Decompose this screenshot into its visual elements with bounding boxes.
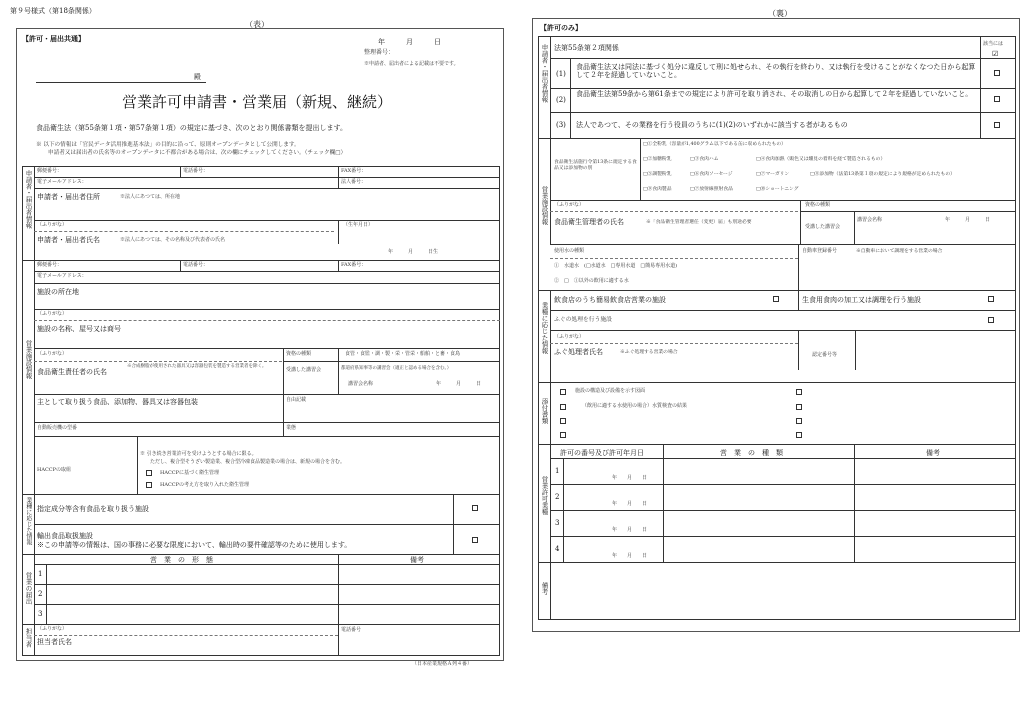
law-side-label: 申請者・届出者情報 bbox=[540, 44, 549, 103]
hygiene-side-label: 営業施設情報 bbox=[540, 186, 549, 225]
rule bbox=[180, 260, 181, 271]
front-section-label: 【許可・届出共通】 bbox=[22, 34, 85, 43]
remarks-side-label: 備考 bbox=[540, 582, 549, 595]
applicant-address[interactable]: 申請者・届出者住所 bbox=[37, 193, 100, 201]
qualification-type: 資格の種類 bbox=[286, 351, 312, 357]
rule bbox=[338, 260, 339, 271]
rule bbox=[34, 635, 338, 636]
law-row-2-checkbox[interactable] bbox=[994, 96, 1000, 102]
applicant-postal[interactable]: 郵便番号： bbox=[37, 168, 63, 174]
facility-fax[interactable]: FAX番号： bbox=[341, 262, 367, 268]
facility-side-label: 営業施設情報 bbox=[24, 340, 33, 379]
hygiene-manager-name[interactable]: 食品衛生管理者の氏名 bbox=[554, 218, 624, 226]
haccp-option-1-checkbox[interactable] bbox=[146, 470, 152, 476]
rule bbox=[550, 88, 1016, 89]
vending-model[interactable]: 自動販売機の型番 bbox=[37, 425, 78, 431]
law-row-1: 食品衛生法又は同法に基づく処分に違反して刑に処せられ、その執行を終わり、又は執行を受けることがなくなつた日から起算して２年を経過していないこと。 bbox=[576, 63, 976, 80]
rule bbox=[22, 624, 500, 625]
export-note: ※この申請等の情報は、国の事務に必要な限度において、輸出時の要件確認等のために使用します。 bbox=[37, 541, 352, 549]
haccp-option-2-checkbox[interactable] bbox=[146, 482, 152, 488]
hygiene-option-4[interactable]: □④食肉加熱（販色又は燻見の着料を経て製造されるもの） bbox=[756, 157, 886, 162]
rule bbox=[550, 562, 551, 620]
manager-furigana: （ふりがな） bbox=[37, 351, 68, 357]
food-hygiene-manager[interactable]: 食品衛生責任者の氏名 bbox=[37, 368, 107, 376]
fugu-furigana: （ふりがな） bbox=[554, 334, 585, 340]
hygiene-option-10[interactable]: □⑦放射線照射食品 bbox=[690, 187, 733, 192]
facility-name[interactable]: 施設の名称、屋号又は商号 bbox=[37, 325, 121, 333]
vehicle-reg-note: ※自動車において調理をする営業の場合 bbox=[856, 249, 943, 254]
facility-location[interactable]: 施設の所在地 bbox=[37, 288, 79, 296]
hygiene-option-7[interactable]: □⑦マーガリン bbox=[756, 172, 790, 177]
raw-meat-checkbox[interactable] bbox=[988, 296, 994, 302]
rule bbox=[798, 330, 799, 370]
rule bbox=[34, 422, 500, 423]
rule bbox=[34, 188, 500, 189]
attach-7-checkbox[interactable] bbox=[796, 418, 802, 424]
form-title: 営業許可申請書・営業届（新規、継続） bbox=[122, 93, 393, 111]
contact-furigana: （ふりがな） bbox=[37, 626, 68, 632]
free-entry[interactable]: 自由記載 bbox=[286, 397, 307, 403]
haccp-label: HACCPの取組 bbox=[37, 467, 71, 473]
hygiene-manager-note: ※「食品衛生管理者選任（変更）届」も別途必要 bbox=[646, 220, 752, 225]
course-date[interactable]: 年 月 日 bbox=[436, 381, 482, 387]
law-row-2-no: (2) bbox=[556, 96, 566, 104]
addressee-suffix: 殿 bbox=[194, 73, 201, 81]
permit-row-4-date[interactable]: 年 月 日 bbox=[612, 553, 648, 559]
permit-row-1-date[interactable]: 年 月 日 bbox=[612, 475, 648, 481]
rule bbox=[550, 330, 1016, 331]
rule bbox=[538, 138, 1016, 139]
rule bbox=[283, 394, 284, 422]
rule bbox=[22, 494, 500, 495]
facility-divider bbox=[34, 260, 35, 494]
rule bbox=[800, 200, 801, 244]
rule bbox=[550, 510, 1016, 511]
applicant-name-note: ※法人にあつては、その名称及び代表者の氏名 bbox=[120, 237, 226, 243]
rule bbox=[550, 536, 1016, 537]
applicant-phone[interactable]: 電話番号： bbox=[183, 168, 209, 174]
rule bbox=[550, 444, 551, 562]
rule bbox=[980, 36, 981, 138]
rule bbox=[550, 310, 1016, 311]
rule bbox=[34, 524, 500, 525]
attach-6-checkbox[interactable] bbox=[796, 404, 802, 410]
form-number: 第９号様式（第18条関係） bbox=[10, 7, 96, 15]
reg-no-note: ※申請者、届出者による記載は不要です。 bbox=[364, 61, 459, 67]
rule bbox=[798, 290, 799, 310]
hygiene-option-5[interactable]: □⑤調製粉乳 bbox=[643, 172, 672, 177]
rule bbox=[855, 330, 856, 370]
permit-row-2: 2 bbox=[555, 493, 560, 501]
rule bbox=[550, 112, 1016, 113]
export-facility: 輸出食品取扱施設 bbox=[37, 532, 93, 540]
facility-postal[interactable]: 郵便番号： bbox=[37, 262, 63, 268]
haccp-note-2: ただし、複合型そうざい製造業、複合型冷凍食品製造業の場合は、新規の場合を含む。 bbox=[150, 459, 346, 465]
permit-row-3-date[interactable]: 年 月 日 bbox=[612, 527, 648, 533]
applicable-label: 該当には bbox=[983, 41, 1004, 47]
permit-row-4: 4 bbox=[555, 545, 560, 553]
fugu-handler-note: ※ふぐ処理する営業の場合 bbox=[620, 350, 678, 355]
applicant-furigana: （ふりがな） bbox=[37, 222, 68, 228]
applicable-check-icon: ☑ bbox=[992, 50, 999, 58]
back-side-label: （裏） bbox=[768, 9, 792, 18]
rule bbox=[550, 200, 1016, 201]
rule bbox=[338, 348, 339, 394]
rule bbox=[550, 458, 1016, 459]
rule bbox=[550, 343, 798, 344]
applicant-birth-label: （生年月日） bbox=[343, 222, 374, 228]
rule bbox=[854, 444, 855, 562]
permit-row-2-date[interactable]: 年 月 日 bbox=[612, 501, 648, 507]
hygiene-option-11[interactable]: □⑩ショートニング bbox=[756, 187, 799, 192]
rule bbox=[550, 244, 1016, 245]
raw-meat-facility: 生食用食肉の加工又は調理を行う施設 bbox=[802, 296, 921, 304]
rule bbox=[34, 309, 500, 310]
rule bbox=[538, 444, 1016, 445]
permit-side-label: 営業許可業種 bbox=[540, 476, 549, 515]
course-name[interactable]: 講習会名称 bbox=[348, 381, 374, 387]
fugu-facility: ふぐの処理を行う施設 bbox=[554, 317, 612, 323]
rule bbox=[137, 436, 138, 494]
law-header: 法第55条第２項関係 bbox=[554, 44, 619, 52]
contact-side-label: 担当者 bbox=[24, 628, 33, 648]
rule bbox=[34, 348, 500, 349]
fugu-handler-name[interactable]: ふぐ処理者氏名 bbox=[554, 348, 603, 356]
remarks-field[interactable] bbox=[552, 566, 1012, 616]
rule bbox=[538, 290, 1016, 291]
rule bbox=[550, 138, 551, 244]
rule bbox=[283, 348, 284, 394]
addressee-line bbox=[36, 82, 206, 83]
water-type-label: 使用水の種類 bbox=[554, 248, 585, 254]
notify-row-3: 3 bbox=[38, 610, 43, 618]
applicant-divider bbox=[34, 166, 35, 260]
fugu-facility-checkbox[interactable] bbox=[988, 317, 994, 323]
rule bbox=[34, 320, 500, 321]
applicant-address-note: ※法人にあつては、所在地 bbox=[120, 194, 181, 200]
rule bbox=[46, 564, 47, 624]
rule bbox=[34, 220, 500, 221]
hygiene-course-date[interactable]: 年 月 日 bbox=[945, 217, 991, 223]
rule bbox=[34, 283, 500, 284]
hygiene-furigana: （ふりがな） bbox=[554, 202, 585, 208]
hygiene-course: 受講した講習会 bbox=[805, 224, 841, 230]
opendata-note-1: ※ 以下の情報は「官民データ活用推進基本法」の目的に沿って、原則オープンデータとして公開します。 bbox=[36, 142, 300, 148]
business-type[interactable]: 業態 bbox=[286, 425, 297, 431]
attach-5-checkbox[interactable] bbox=[796, 389, 802, 395]
applicant-corp-no[interactable]: 法人番号： bbox=[341, 179, 367, 185]
designated-ingredient-facility: 指定成分等含有食品を取り扱う施設 bbox=[37, 505, 149, 513]
applicant-fax[interactable]: FAX番号： bbox=[341, 168, 367, 174]
front-side-label: （表） bbox=[245, 20, 269, 29]
notify-row-2: 2 bbox=[38, 590, 43, 598]
paper-size-note: （日本産業規格Ａ列４番） bbox=[412, 661, 473, 667]
intro-text: 食品衛生法（第55条第１項・第57条第１項）の規定に基づき、次のとおり関係書類を提出します。 bbox=[36, 124, 347, 132]
permit-row-1: 1 bbox=[555, 467, 560, 475]
hygiene-course-name[interactable]: 講習会名称 bbox=[857, 217, 883, 223]
permit-header-kind: 営 業 の 種 類 bbox=[720, 449, 783, 457]
applicant-birth-date[interactable]: 年 月 日生 bbox=[388, 249, 439, 255]
attach-4-checkbox[interactable] bbox=[560, 432, 566, 438]
rule bbox=[798, 244, 799, 290]
facility-email[interactable]: 電子メールアドレス： bbox=[37, 273, 87, 279]
hygiene-option-9[interactable]: □⑨食肉製品 bbox=[643, 187, 672, 192]
rule bbox=[338, 624, 339, 656]
biz-side-label: 業種に応じた情報 bbox=[540, 302, 549, 354]
rule bbox=[22, 260, 500, 261]
rule bbox=[338, 220, 339, 244]
rule bbox=[22, 554, 500, 555]
attach-water-test: （飲用に適する水使用の場合）水質検査の結果 bbox=[582, 403, 688, 409]
notify-header-note: 備考 bbox=[410, 556, 424, 564]
applicant-name[interactable]: 申請者・届出者氏名 bbox=[37, 236, 100, 244]
rule bbox=[34, 394, 500, 395]
simple-restaurant: 飲食店のうち簡易飲食店営業の施設 bbox=[554, 296, 666, 304]
rule bbox=[34, 564, 500, 565]
hygiene-option-6[interactable]: □⑥食肉ソーセージ bbox=[690, 172, 733, 177]
rule bbox=[338, 166, 339, 188]
hygiene-option-2[interactable]: □②加糖粉乳 bbox=[643, 157, 672, 162]
rule bbox=[550, 36, 551, 138]
simple-restaurant-checkbox[interactable] bbox=[773, 296, 779, 302]
law-row-3-checkbox[interactable] bbox=[994, 122, 1000, 128]
permit-row-3: 3 bbox=[555, 519, 560, 527]
hygiene-product-label: 食品衛生法施行令第13条に規定する食品又は添加物の別 bbox=[554, 160, 637, 171]
rule bbox=[640, 138, 641, 200]
haccp-option-2: HACCPの考え方を取り入れた衛生管理 bbox=[160, 482, 249, 488]
law-row-3-no: (3) bbox=[556, 121, 566, 129]
rule bbox=[34, 436, 500, 437]
rule bbox=[283, 361, 500, 362]
haccp-option-1: HACCPに基づく衛生管理 bbox=[160, 470, 219, 476]
course-label: 受講した講習会 bbox=[286, 367, 322, 373]
rule bbox=[34, 624, 35, 656]
law-row-1-checkbox[interactable] bbox=[994, 70, 1000, 76]
manager-note: ※合成樹脂が使用された器具又は容器包装を製造する営業者を除く。 bbox=[127, 364, 267, 369]
handled-items[interactable]: 主として取り扱う食品、添加物、器具又は容器包装 bbox=[37, 398, 198, 406]
contact-name[interactable]: 担当者氏名 bbox=[37, 638, 72, 646]
rule bbox=[34, 604, 500, 605]
attach-3-checkbox[interactable] bbox=[560, 418, 566, 424]
rule bbox=[283, 422, 284, 436]
rule bbox=[538, 562, 1016, 563]
water-option-1[interactable]: ① 水道水 (□水道水 □専用水道 □簡易専用水道) bbox=[554, 263, 678, 269]
rule bbox=[550, 484, 1016, 485]
law-row-2: 食品衛生法第59条から第61条までの規定により許可を取り消され、その取消しの日から起算して２年を経過していないこと。 bbox=[576, 90, 973, 98]
permit-header-number: 許可の番号及び許可年月日 bbox=[560, 449, 644, 457]
course-note[interactable]: 都道府県知事等の講習会（適正と認める場合を含む。） bbox=[341, 366, 452, 371]
rule bbox=[854, 211, 855, 244]
back-section-label: 【許可のみ】 bbox=[540, 23, 582, 32]
attach-side-label: 添付書類 bbox=[540, 398, 549, 424]
rule bbox=[550, 290, 551, 382]
designated-ingredient-checkbox[interactable] bbox=[472, 505, 478, 511]
qualification-list[interactable]: 食管・食監・調・製・栄・管栄・船舶・と畜・食鳥 bbox=[345, 351, 461, 357]
rule bbox=[34, 271, 500, 272]
notify-side-label: 営業の届出 bbox=[24, 572, 33, 605]
rule bbox=[34, 231, 334, 232]
attach-1-checkbox[interactable] bbox=[560, 389, 566, 395]
rule bbox=[663, 444, 664, 562]
facility-phone[interactable]: 電話番号： bbox=[183, 262, 209, 268]
rule bbox=[550, 382, 551, 444]
hygiene-option-8[interactable]: □⑧添加物（法第13条第１項の規定により規格が定められたもの） bbox=[810, 172, 955, 177]
business-side-label: 業種に応じた情報 bbox=[24, 497, 32, 545]
permit-header-note: 備考 bbox=[926, 449, 940, 457]
rule bbox=[550, 258, 798, 259]
export-facility-checkbox[interactable] bbox=[472, 537, 478, 543]
notify-row-1: 1 bbox=[38, 570, 43, 578]
rule bbox=[570, 58, 571, 138]
vehicle-reg-no[interactable]: 自動車登録番号 bbox=[802, 248, 838, 254]
hygiene-qualification[interactable]: 資格の種類 bbox=[805, 202, 831, 208]
rule bbox=[538, 382, 1016, 383]
opendata-note-2: 申請者又は届出者の氏名等のオープンデータに不都合がある場合は、次の欄にチェックしてください。（チェック欄□） bbox=[48, 150, 347, 156]
rule bbox=[34, 177, 500, 178]
certification-no[interactable]: 認定番号等 bbox=[812, 352, 838, 358]
rule bbox=[550, 211, 798, 212]
water-option-2[interactable]: ② □ ①以外の飲用に適する水 bbox=[554, 278, 629, 284]
notify-header-kind: 営 業 の 形 態 bbox=[150, 556, 213, 564]
hygiene-option-3[interactable]: □③食肉ハム bbox=[690, 157, 719, 162]
applicant-side-label: 申請者・届出者情報 bbox=[24, 170, 33, 229]
rule bbox=[800, 211, 1016, 212]
attach-2-checkbox[interactable] bbox=[560, 404, 566, 410]
haccp-note-1: ※ 引き続き営業許可を受けようとする場合に限る。 bbox=[140, 451, 257, 457]
rule bbox=[34, 361, 282, 362]
facility-furigana: （ふりがな） bbox=[37, 311, 68, 317]
law-row-3: 法人であつて、その業務を行う役員のうちに(1)(2)のいずれかに該当する者があるもの bbox=[576, 121, 848, 129]
rule bbox=[34, 584, 500, 585]
reg-no-label: 整理番号： bbox=[364, 49, 395, 56]
hygiene-option-1[interactable]: □①全粉乳（容量が1,400グラム以下である缶に収められたもの） bbox=[643, 142, 786, 147]
law-row-1-no: (1) bbox=[556, 70, 566, 78]
attach-8-checkbox[interactable] bbox=[796, 432, 802, 438]
rule bbox=[180, 166, 181, 177]
rule bbox=[550, 58, 1016, 59]
attach-drawing: 施設の構造及び設備を示す図面 bbox=[575, 388, 646, 394]
contact-phone[interactable]: 電話番号 bbox=[341, 627, 362, 633]
applicant-email[interactable]: 電子メールアドレス： bbox=[37, 179, 87, 185]
submission-date: 年 月 日 bbox=[378, 38, 441, 46]
